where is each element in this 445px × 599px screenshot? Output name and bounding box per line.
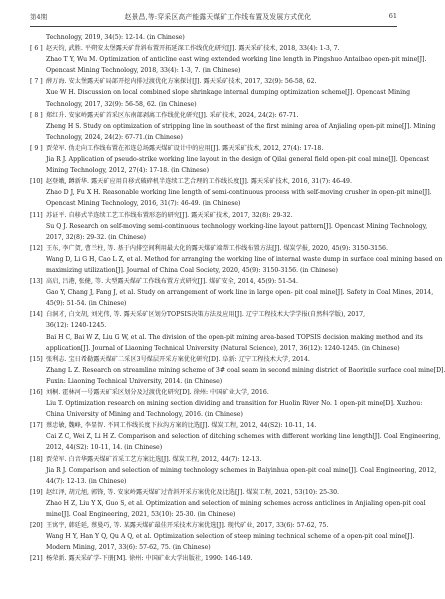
reference-line: Zhao D J, Fu X H. Reasonable working line length of semi-continuous process with self-moving crusher in open-pit mine[J]. [46, 189, 432, 197]
reference-line: Fuxin: Liaoning Technical University, 2014. (in Chinese) [46, 377, 223, 385]
reference-body [46, 553, 397, 564]
reference-line: Su Q J. Research on self-moving semi-continuous technology working-line layout pattern[J]. Opencast Mining Technology, [46, 222, 428, 230]
reference-body [46, 309, 423, 353]
reference-number: [ 8 ] [30, 111, 43, 119]
reference-line: 郑红升. 安家岭露天矿首采区东南部剥离工作线优化研究[J]. 采矿技术, 2024, 24(2): 67-71. [46, 111, 299, 119]
reference-body [46, 387, 423, 420]
reference-line: 张利志. 宝日希勒露天煤矿二采区3号煤层开采方案优化研究[D]. 阜新: 辽宁工程技术大学, 2014. [46, 355, 310, 363]
reference-number: [13] [30, 278, 43, 286]
reference-line: 赵天钧, 武胜. 平朔安太堡露天矿背斜布置开拓延深工作线优化研究[J]. 露天采矿技术, 2018, 33(4): 1-3, 7. [46, 45, 340, 53]
reference-line: 36(12): 1240-1245. [46, 322, 107, 330]
reference-line: 王寓宇, 韩廷延, 蔡曼巧, 等. 某露天煤矿最佳开采技术方案优选[J]. 现代矿业, 2017, 33(6): 57-62, 75. [46, 522, 329, 530]
reference-line: Liu T. Optimization research on mining section dividing and transition for Huolin River No. 1 open-pit mine[D]. Xuzhou: [46, 400, 423, 408]
reference-entry [30, 553, 397, 564]
reference-body [46, 243, 443, 276]
reference-body [46, 276, 434, 309]
reference-body [46, 110, 436, 143]
reference-line: Wang D, Li G H, Cao L Z, et al. Method for arranging the working line of internal waste dump in surface coal mining based on [46, 255, 443, 263]
reference-entry [30, 43, 427, 76]
reference-entry [30, 454, 437, 487]
reference-entry [30, 520, 415, 553]
reference-body [46, 43, 427, 76]
running-header [30, 6, 397, 27]
reference-line: maximizing utilization[J]. Journal of China Coal Society, 2020, 45(9): 3150-3156. (in Chinese) [46, 266, 338, 274]
reference-body [46, 210, 428, 243]
reference-number: [16] [30, 389, 43, 396]
reference-line: 杨荣新. 露天采矿学-下册[M]. 徐州: 中国矿业大学出版社, 1990: 146-149. [46, 555, 253, 563]
issue-label: 第4期 [30, 12, 48, 21]
reference-body [46, 487, 426, 520]
reference-line: Wang H Y, Han Y Q, Qu A Q, et al. Optimization selection of steep mining technical scheme of a open-pit coal mine[J]. [46, 533, 415, 541]
reference-line: 苏证平. 自移式半连续工艺工作线布置形态的研究[J]. 露天采矿技术, 2017, 32(8): 29-32. [46, 211, 293, 219]
reference-entry [30, 243, 443, 276]
reference-line: 蔡忠敏, 魏峰, 李显智. 不同工作线长度下拉沟方案的比选[J]. 煤炭工程, 2012, 44(S2): 10-11, 14. [46, 422, 317, 430]
reference-line: 赵登娥, 蹲新华. 露天矿应用自移式破碎机半连续工艺合理的工作线长度[J]. 露天采矿技术, 2016, 31(7): 46-49. [46, 178, 352, 186]
reference-number: [10] [30, 178, 43, 186]
reference-line: Opencast Mining Technology, 2016, 31(7): 46-49. (in Chinese) [46, 200, 241, 208]
reference-line: Jia R J. Comparison and selection of mining technology schemes in Baiyinhua open-pit coal mine[J]. Coal Engineering, 2012, [46, 466, 437, 474]
reference-number: [ 6 ] [30, 45, 43, 53]
reference-line: Technology, 2024, 24(2): 67-71.(in Chinese) [46, 133, 183, 141]
reference-entry [30, 76, 411, 109]
reference-line: 贾荣军. 伪走向工作线布置在祁连总场露天煤矿设计中的应用[J]. 露天采矿技术, 2012, 27(4): 17-18. [46, 144, 324, 152]
reference-line: Cai Z C, Wei Z, Li H Z. Comparison and selection of ditching schemes with different working line length[J]. Coal Engineering, [46, 433, 441, 441]
reference-body [46, 176, 432, 209]
reference-line: Bai H C, Bai W Z, Liu G W, et al. The division of the open-pit mining area-based TOPSIS decision making method and its [46, 333, 423, 341]
reference-number: [14] [30, 311, 43, 319]
reference-line: mine[J]. Coal Engineering, 2021, 53(10): 25-30. (in Chinese) [46, 511, 236, 519]
reference-entry [30, 309, 423, 353]
reference-line: 2012, 44(S2): 10-11, 14. (in Chinese) [46, 444, 163, 452]
reference-entry [30, 143, 430, 176]
reference-number: [ 7 ] [30, 78, 43, 86]
reference-line: China University of Mining and Technology, 2016. (in Chinese) [46, 411, 243, 419]
reference-entry [30, 387, 423, 420]
reference-entry [30, 276, 434, 309]
running-title: 赵景昌,等:穿采区高产能露天煤矿工作线布置及发展方式优化 [124, 13, 312, 21]
reference-body [46, 76, 411, 109]
reference-line: 贾荣军. 白音华露天煤矿首采工艺方案比选[J]. 煤炭工程, 2012, 44(7): 12-13. [46, 455, 262, 463]
reference-line: 2017, 32(8): 29-32. (in Chinese) [46, 233, 147, 241]
reference-number: [ 9 ] [30, 144, 43, 152]
reference-number: [21] [30, 555, 43, 563]
reference-entry [30, 354, 445, 387]
reference-body [46, 420, 441, 453]
reference-line: Gao Y, Chang J, Fang J, et al. Study on arrangement of work line in large open- pit coal mine[J]. Safety in Coal Mines, 2014, [46, 289, 434, 297]
reference-line: Zheng H S. Study on optimization of stripping line in southeast of the first mining area of Anjialing open-pit mine[J]. Mining [46, 122, 436, 130]
reference-line: Zhao T Y, Wu M. Optimization of anticline east wing extended working line length in Pingshuo Antaibao open-pit mine[J]. [46, 56, 427, 64]
reference-entry [30, 420, 441, 453]
reference-line: 赵红泽, 胡元旭, 郭锋, 等. 安家岭露天煤矿过背斜开采方案优化及比选[J]. 煤炭工程, 2021, 53(10): 25-30. [46, 488, 340, 496]
reference-number: [20] [30, 522, 43, 530]
reference-line: Mining Technology, 2012, 27(4): 17-18. (in Chinese) [46, 167, 210, 175]
reference-line: 高启, 吕港, 张健, 等. 大型露天煤矿工作线布置方式研究[J]. 煤矿安全, 2014, 45(9): 51-54. [46, 278, 298, 286]
reference-line: Zhao H Z, Liu Y X, Guo S, et al. Optimization and selection of mining schemes across anticlines in Anjialing open-pit coal [46, 499, 426, 507]
reference-line: 45(9): 51-54. (in Chinese) [46, 300, 127, 308]
reference-line: Zhang L Z. Research on streamline mining scheme of 3# coal seam in second mining district of Baorixile surface coal mine[D]. [46, 366, 445, 374]
reference-number: [17] [30, 422, 43, 430]
page-number: 61 [388, 12, 397, 20]
reference-number: [15] [30, 355, 43, 363]
reference-line: 王东, 李广贺, 曹兰柱, 等. 基于内排空间利用最大化的露天煤矿端帮工作线布置方法[J]. 煤炭学报, 2020, 45(9): 3150-3156. [46, 244, 388, 252]
reference-line: Technology, 2017, 32(9): 56-58, 62. (in Chinese) [46, 100, 197, 108]
reference-entry [30, 176, 432, 209]
reference-number: [12] [30, 244, 43, 252]
reference-entry [30, 210, 428, 243]
reference-number: [11] [30, 211, 43, 219]
reference-line: Xue W H. Discussion on local combined slope shrinkage internal dumping optimization scheme[J]. Opencast Mining [46, 89, 411, 97]
reference-line: application[J]. Journal of Liaoning Technical University (Natural Science), 2017, 36(12): 1240-1245. (in Chinese) [46, 344, 400, 352]
reference-number: [18] [30, 455, 43, 463]
reference-continuation: Technology, 2019, 34(5): 12-14. (in Chinese) [46, 34, 185, 41]
reference-line: 薛万海. 安太堡露天矿局部开挖内排过渡优化方案探讨[J]. 露天采矿技术, 2017, 32(9): 56-58, 62. [46, 78, 317, 86]
reference-line: Jia R J. Application of pseudo-strike working line layout in the design of Qilai general field open-pit coal mine[J]. Opencast [46, 156, 430, 164]
reference-body [46, 354, 445, 387]
reference-body [46, 143, 430, 176]
reference-entry [30, 110, 436, 143]
reference-line: Opencast Mining Technology, 2018, 33(4): 1-3, 7. (in Chinese) [46, 67, 241, 75]
reference-body [46, 520, 415, 553]
reference-line: 白洞才, 白文胡, 刘光伟, 等. 露天采矿区划分TOPSIS决策方法及应用[J]. 辽宁工程技术大学学报(自然科学版), 2017, [46, 311, 366, 319]
reference-list [30, 32, 445, 565]
reference-body [46, 454, 437, 487]
reference-line: 刘桐. 霍林河一号露天矿采区划分及过渡优化研究[D]. 徐州: 中国矿业大学, 2016. [46, 389, 269, 396]
reference-line: 44(7): 12-13. (in Chinese) [46, 477, 127, 485]
reference-entry [30, 487, 426, 520]
reference-line: Modern Mining, 2017, 33(6): 57-62, 75. (in Chinese) [46, 544, 211, 552]
reference-number: [19] [30, 488, 43, 496]
